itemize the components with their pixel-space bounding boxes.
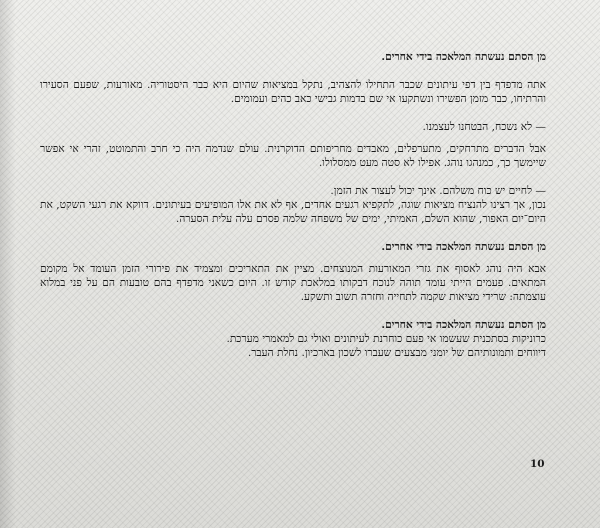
page-spine-shadow (0, 0, 16, 528)
paragraph-4: אבא היה נוהג לאסוף את גזרי המאורעות המנוצחים. מציין את התאריכים ומצמיד את פירורי הזמן העומד אל מקומם המתאים. פעמים הייתי עומד תוהה לנוכח דבקותו במלאכת קודש זו. היום כשאני מדפדף בהם טובעות הם על פני במלוא עוצמתה: שרידי מציאות שקמה לתחייה וחזרה תשוב ותשקע. (40, 263, 546, 303)
dialogue-line-1: — לא נשכח, הבטחנו לעצמנו. (422, 121, 546, 133)
paragraph-1: אתה מדפדף בין דפי עיתונים שכבר התחילו להצהיב, נתקל במציאות שהיום היא כבר היסטוריה. מאורעות, שפעם הסעירו והרתיחו, כבר מזמן הפשירו ונשתקעו אי שם בדמות גבישי כאב כהים ועמומים. (40, 79, 546, 105)
dialogue-line-2: — לחיים יש כוח משלהם. אינך יכול לעצור את הזמן. (330, 185, 546, 197)
paragraph-2: אבל הדברים מתרחקים, מתערפלים, מאבדים מחריפותם הדוקרנית. עולם שנדמה היה כי חרב והתמוטט, זהרי אי אפשר שיימשך כך, כמנהגו נוהג. אפילו לא סטה מעט ממסלולו. (40, 143, 546, 169)
section-heading-3: מן הסתם נעשתה המלאכה בידי אחרים. (381, 319, 546, 331)
paragraph-3: נכון, אך רצינו להנציח מציאות שוגה, לתקפיא רגעים אחדים, אף לא את אלו המופיעים בעיתונים. דווקא את רגעי השקט, את היום־יום האפור, שהוא השלם, האמיתי, ימים של משפחה שלמה פסרם עלה עלית הסערה. (40, 199, 546, 225)
page-text-block (40, 50, 546, 360)
section-heading-2: מן הסתם נעשתה המלאכה בידי אחרים. (381, 241, 546, 253)
page-number: 10 (530, 458, 545, 470)
section-heading-1: מן הסתם נעשתה המלאכה בידי אחרים. (381, 51, 546, 63)
paragraph-5: כרוניקות בסתכנית שעשמו אי פעם כוחרנת לעיתונים ואולי גם למאמרי מערכת. (226, 333, 546, 345)
paragraph-6: דיווחים ותמונותיהם של יומני מבצעים שעברו לשכון בארכיון. נחלת העבר. (247, 347, 546, 359)
